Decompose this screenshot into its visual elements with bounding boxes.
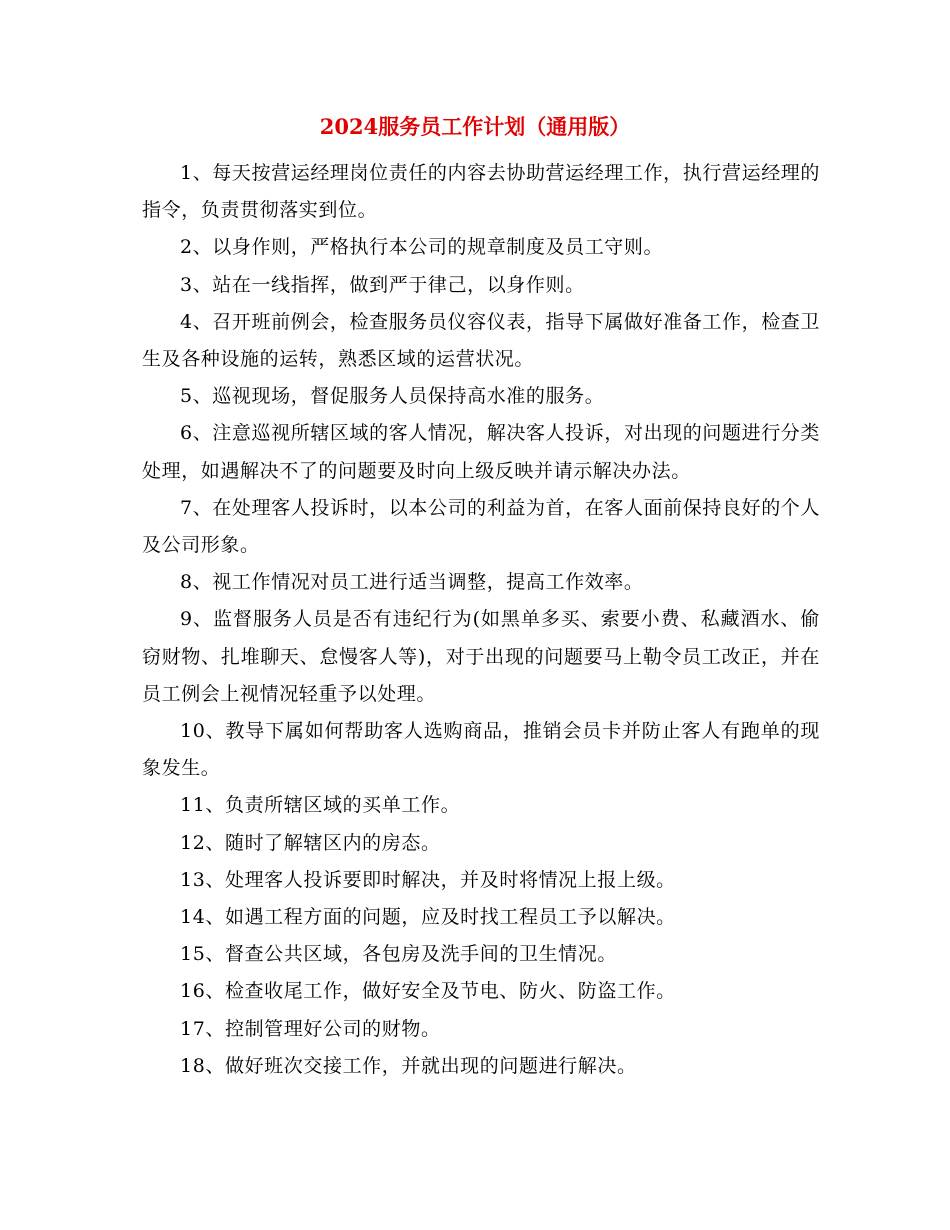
paragraph-item-16: 16、检查收尾工作，做好安全及节电、防火、防盗工作。 (180, 980, 676, 1003)
paragraph-item-6: 6、注意巡视所辖区域的客人情况，解决客人投诉，对出现的问题进行分类处理，如遇解决不了的问题要及时向上级反映并请示解决办法。 (142, 422, 820, 482)
paragraph-item-4: 4、召开班前例会，检查服务员仪容仪表，指导下属做好准备工作，检查卫生及各种设施的运转，熟悉区域的运营状况。 (142, 310, 820, 371)
paragraph-item-7: 7、在处理客人投诉时，以本公司的利益为首，在客人面前保持良好的个人及公司形象。 (142, 496, 820, 557)
paragraph-item-8: 8、视工作情况对员工进行适当调整，提高工作效率。 (180, 571, 644, 594)
paragraph-item-14: 14、如遇工程方面的问题，应及时找工程员工予以解决。 (180, 906, 676, 929)
paragraph-item-11: 11、负责所辖区域的买单工作。 (180, 794, 461, 817)
paragraph-item-3: 3、站在一线指挥，做到严于律己，以身作则。 (180, 273, 585, 296)
paragraph-item-9: 9、监督服务人员是否有违纪行为(如黑单多买、索要小费、私藏酒水、偷窃财物、扎堆聊天、怠慢客人等)，对于出现的问题要马上勒令员工改正，并在员工例会上视情况轻重予以处理。 (142, 608, 820, 705)
document-body (142, 155, 820, 1085)
paragraph-item-10: 10、教导下属如何帮助客人选购商品，推销会员卡并防止客人有跑单的现象发生。 (142, 720, 820, 780)
paragraph-item-1: 1、每天按营运经理岗位责任的内容去协助营运经理工作，执行营运经理的指令，负责贯彻落实到位。 (142, 162, 820, 222)
paragraph-item-2: 2、以身作则，严格执行本公司的规章制度及员工守则。 (180, 236, 664, 259)
paragraph-item-5: 5、巡视现场，督促服务人员保持高水准的服务。 (180, 385, 605, 408)
paragraph-item-18: 18、做好班次交接工作，并就出现的问题进行解决。 (180, 1054, 637, 1077)
paragraph-item-13: 13、处理客人投诉要即时解决，并及时将情况上报上级。 (180, 868, 676, 891)
paragraph-item-12: 12、随时了解辖区内的房态。 (180, 831, 441, 854)
page-title: 2024服务员工作计划（通用版） (319, 114, 631, 139)
paragraph-item-17: 17、控制管理好公司的财物。 (180, 1017, 441, 1040)
paragraph-item-15: 15、督查公共区域，各包房及洗手间的卫生情况。 (180, 943, 617, 966)
